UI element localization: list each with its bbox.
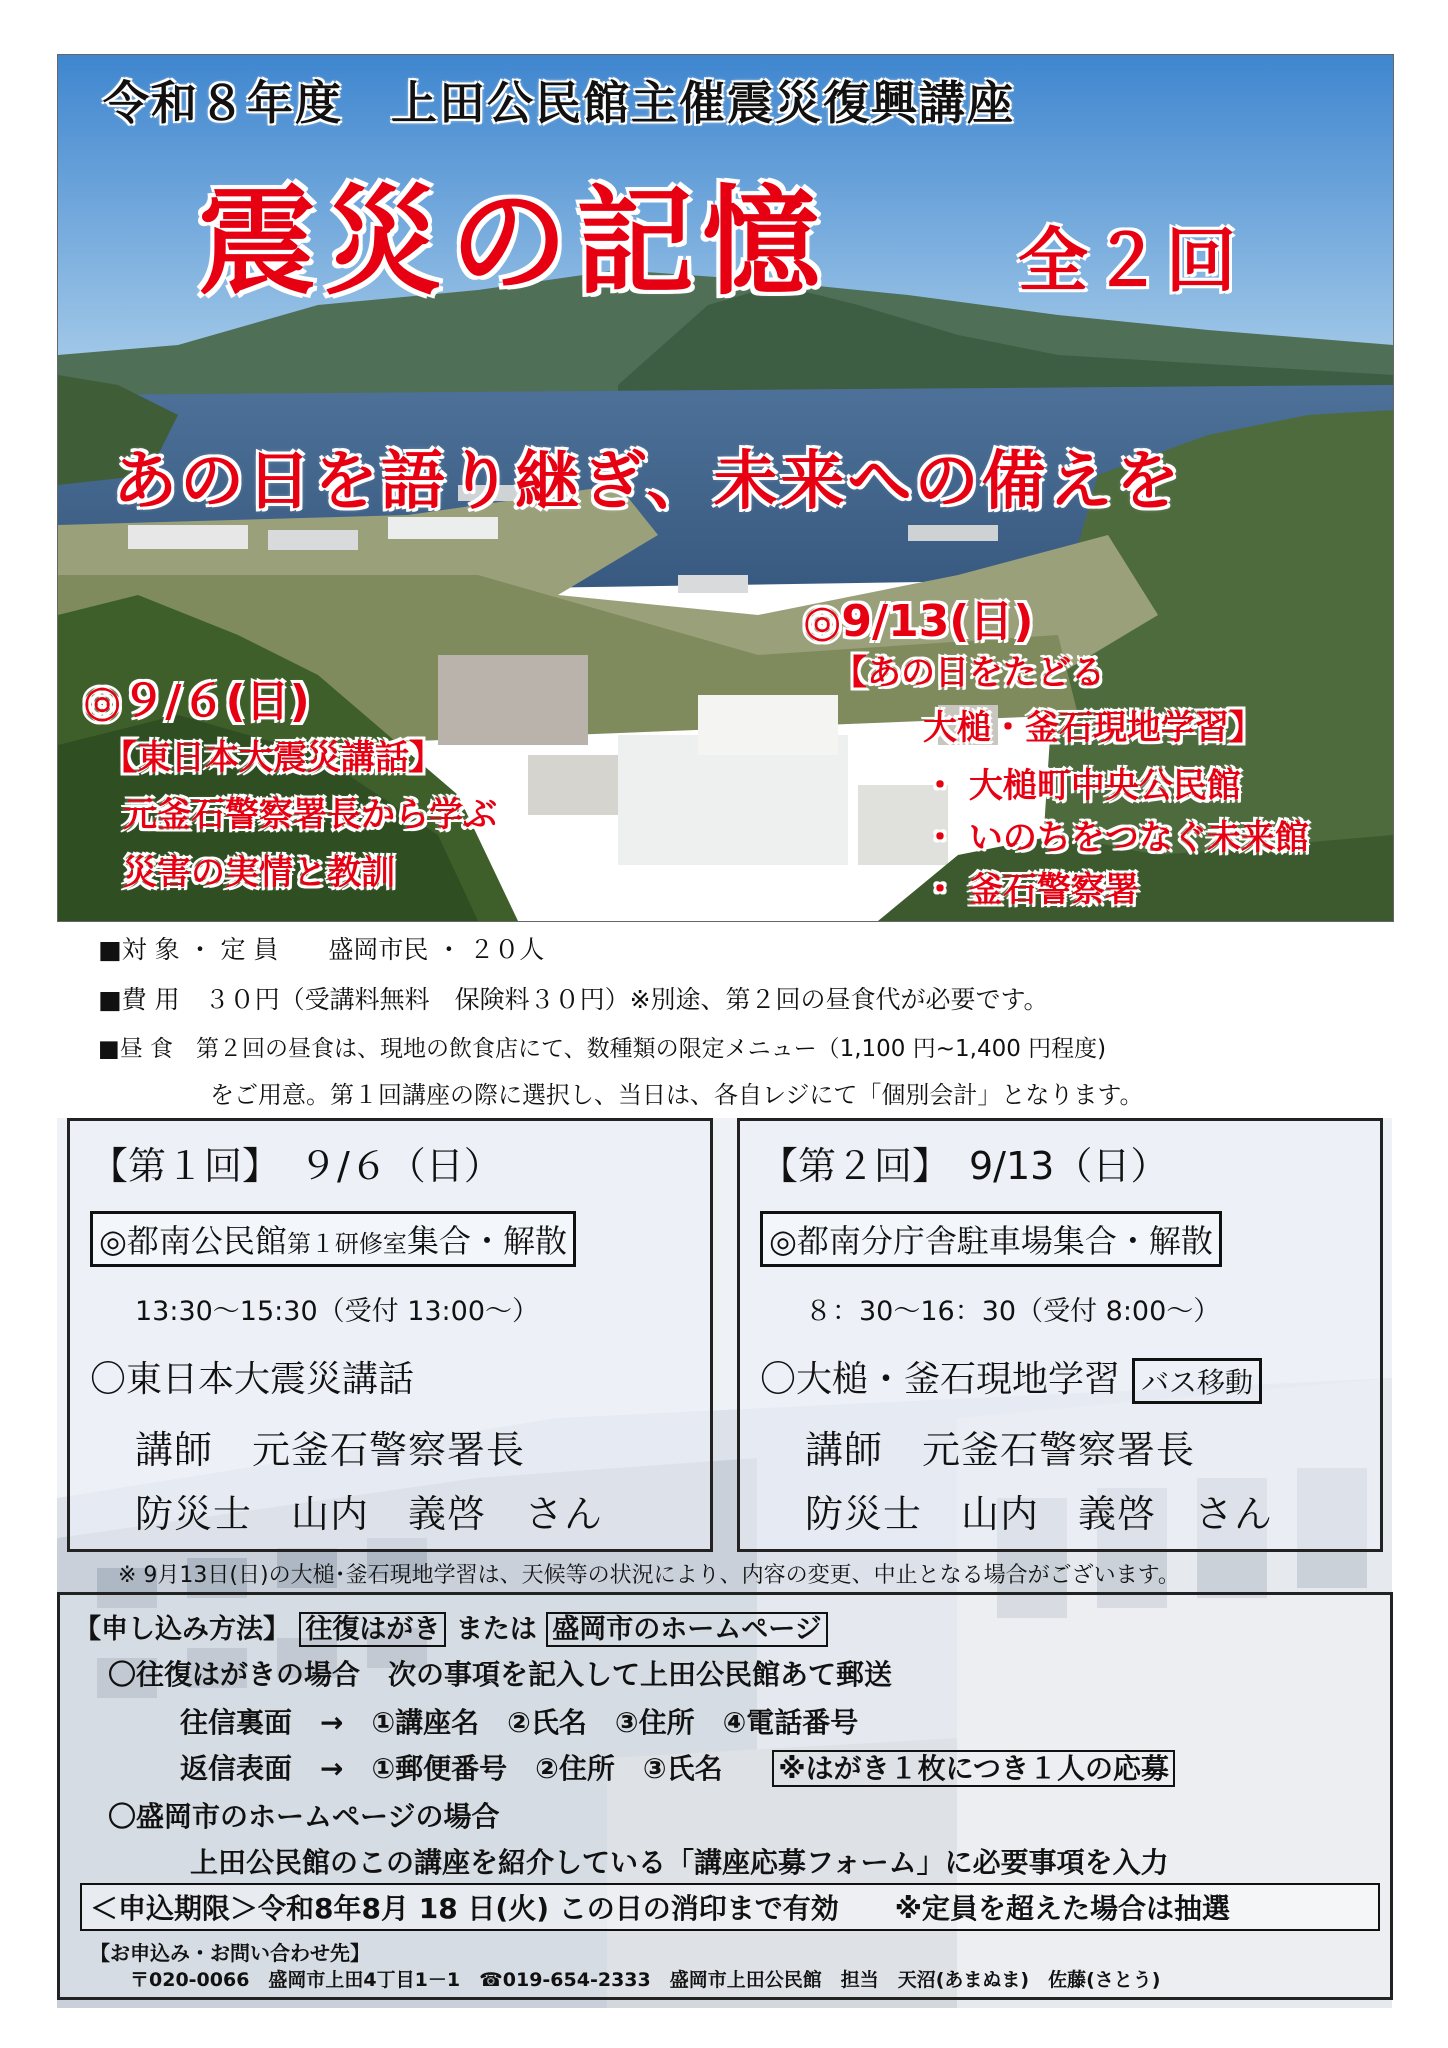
application-deadline: ＜申込期限＞令和8年8月 18 日(火) この日の消印まで有効 ※定員を超えた場合は抽選 <box>80 1883 1380 1931</box>
session2-overlay-line1: 【あの日をたどる <box>833 653 1105 693</box>
info-fee: ■費 用 ３０円（受講料無料 保険料３０円）※別途、第２回の昼食代が必要です。 <box>98 985 1049 1014</box>
web-instruction: 上田公民館のこの講座を紹介している「講座応募フォーム」に必要事項を入力 <box>190 1846 1169 1879</box>
postcard-back-items: 往信裏面 → ①講座名 ②氏名 ③住所 ④電話番号 <box>180 1706 859 1739</box>
series-title: 令和８年度 上田公民館主催震災復興講座 <box>103 76 1015 130</box>
one-person-note: ※はがき１枚につき１人の応募 <box>772 1750 1175 1787</box>
method-or: または <box>455 1614 537 1645</box>
method-label: 【申し込み方法】 <box>74 1614 290 1645</box>
session1-speaker-name: 防災士 山内 義啓 さん <box>135 1492 604 1536</box>
contact-label: 【お申込み・お問い合わせ先】 <box>90 1941 370 1965</box>
session2-heading: 【第２回】 9/13（日） <box>760 1144 1169 1188</box>
session1-box <box>67 1118 713 1552</box>
session1-overlay-line3: 災害の実情と教訓 <box>123 853 395 893</box>
session2-lecturer: 講師 元釜石警察署長 <box>805 1428 1196 1472</box>
session1-time: 13:30～15:30（受付 13:00～） <box>135 1296 540 1327</box>
session1-date-overlay: ◎９/６(日) <box>83 676 310 727</box>
postcard-front-line <box>180 1747 1175 1787</box>
session1-overlay-line1: 【東日本大震災講話】 <box>103 738 443 778</box>
session2-topic: 〇大槌・釜石現地学習 <box>760 1359 1121 1400</box>
info-lunch-1: ■昼 食 第２回の昼食は、現地の飲食店にて、数種類の限定メニュー（1,100 円~1,400 円程度) <box>98 1036 1107 1062</box>
postcard-heading: 〇往復はがきの場合 次の事項を記入して上田公民館あて郵送 <box>108 1658 893 1691</box>
session2-time: ８：30～16：30（受付 8:00～） <box>805 1296 1221 1327</box>
session2-date-overlay: ◎9/13(日) <box>803 596 1034 647</box>
hero-photo <box>57 54 1394 922</box>
session1-meet-assembly: 集合・解散 <box>406 1222 567 1260</box>
session2-topic-line <box>760 1351 1262 1404</box>
contact-info: 〒020-0066 盛岡市上田4丁目1－1 ☎019-654-2333 盛岡市上田公民館 担当 天沼(あまぬま) 佐藤(さとう) <box>130 1969 1161 1991</box>
session1-topic: 〇東日本大震災講話 <box>90 1359 415 1400</box>
bus-badge: バス移動 <box>1132 1358 1262 1404</box>
method-line <box>74 1607 828 1646</box>
session2-overlay-item-3: ・ 釜石警察署 <box>923 870 1139 910</box>
main-title: 震災の記憶 <box>198 173 829 311</box>
session2-overlay-line2: 大槌・釜石現地学習】 <box>923 708 1263 748</box>
session2-overlay-item-1: ・ 大槌町中央公民館 <box>923 766 1241 806</box>
info-target: ■対 象 ・ 定 員 盛岡市民 ・ ２０人 <box>98 935 545 964</box>
catchphrase: あの日を語り継ぎ、未来への備えを <box>113 445 1183 519</box>
session2-overlay-item-2: ・ いのちをつなぐ未来館 <box>923 818 1309 858</box>
session1-heading: 【第１回】 ９/６（日） <box>90 1144 502 1188</box>
session1-lecturer: 講師 元釜石警察署長 <box>135 1428 526 1472</box>
session1-overlay-line2: 元釜石警察署長から学ぶ <box>123 795 497 835</box>
method-postcard: 往復はがき <box>299 1612 446 1647</box>
postcard-front-items: 返信表面 → ①郵便番号 ②住所 ③氏名 <box>180 1752 723 1785</box>
method-website: 盛岡市のホームページ <box>546 1612 827 1647</box>
session1-meeting-place <box>90 1211 576 1267</box>
session1-meet-place: ◎都南公民館 <box>99 1222 287 1260</box>
session2-meeting-place: ◎都南分庁舎駐車場集合・解散 <box>760 1211 1222 1267</box>
application-box <box>57 1592 1393 2000</box>
web-heading: 〇盛岡市のホームページの場合 <box>108 1800 500 1833</box>
weather-note: ※ 9月13日(日)の大槌･釜石現地学習は、天候等の状況により、内容の変更、中止となる場合がございます。 <box>118 1563 1180 1588</box>
session1-meet-room: 第１研修室 <box>286 1230 407 1258</box>
session-count: 全２回 <box>1018 220 1240 302</box>
session2-speaker-name: 防災士 山内 義啓 さん <box>805 1492 1274 1536</box>
session2-box <box>737 1118 1383 1552</box>
info-lunch-2: をご用意。第１回講座の際に選択し、当日は、各自レジにて「個別会計」となります。 <box>210 1081 1144 1109</box>
